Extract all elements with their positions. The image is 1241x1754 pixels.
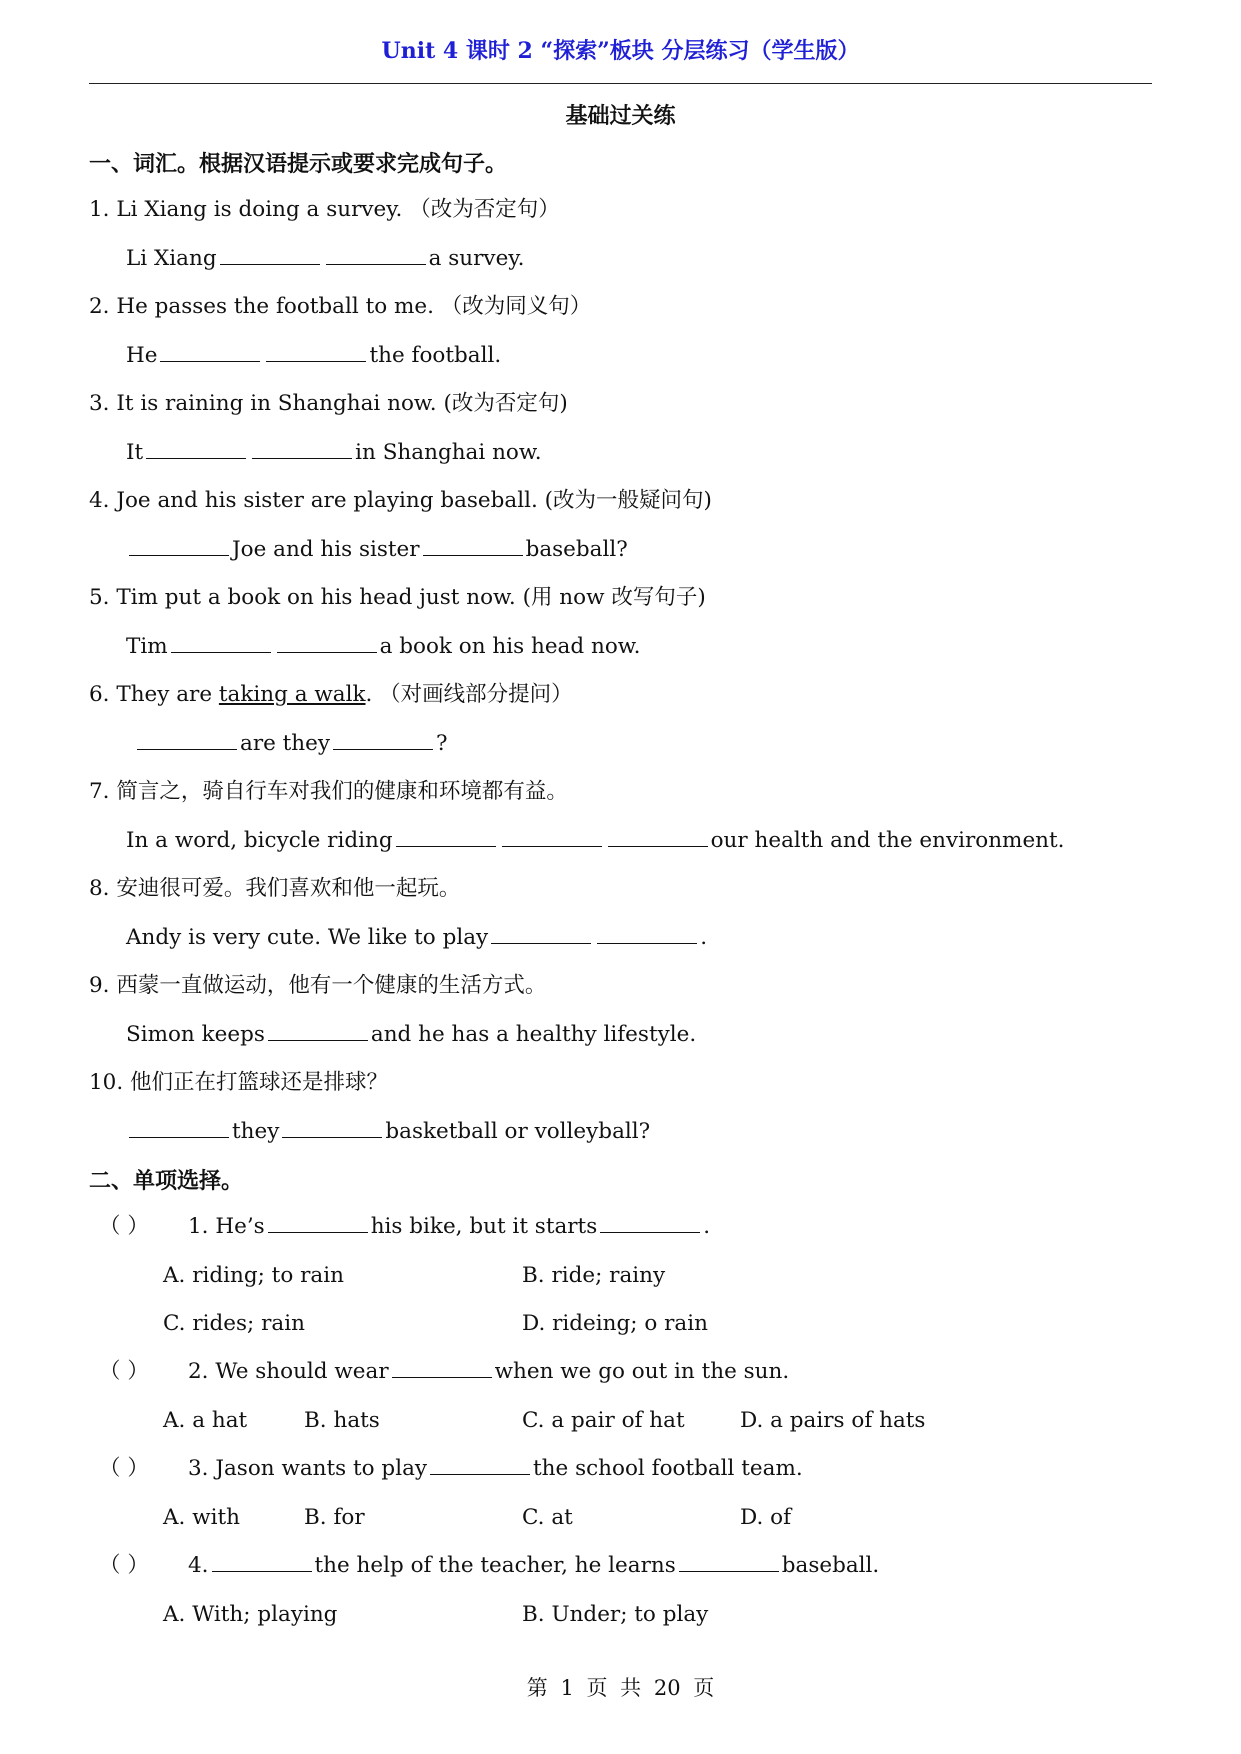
page-header-title: Unit 4 课时 2 “探索”板块 分层练习（学生版）: [381, 38, 860, 64]
choice4-question: 4. the help of the teacher, he learns baseball.: [188, 1553, 880, 1578]
q8-answer-line: Andy is very cute. We like to play .: [126, 925, 708, 950]
choice1-question: 1. He’s his bike, but it starts .: [188, 1214, 711, 1239]
choice3-option-c[interactable]: C. at: [522, 1505, 573, 1530]
blank[interactable]: [502, 827, 602, 847]
choice3-option-b[interactable]: B. for: [304, 1505, 365, 1530]
blank[interactable]: [333, 730, 433, 750]
q5-prompt: 5. Tim put a book on his head just now. (用 now 改写句子): [89, 585, 706, 610]
q4-answer-line: Joe and his sister baseball?: [126, 536, 628, 564]
q4-prompt: 4. Joe and his sister are playing baseball. (改为一般疑问句): [89, 488, 712, 513]
q2-prompt: 2. He passes the football to me. （改为同义句）: [89, 294, 592, 319]
part2-heading: 二、单项选择。: [89, 1168, 244, 1194]
choice4-option-a[interactable]: A. With; playing: [163, 1602, 338, 1627]
choice3-option-d[interactable]: D. of: [740, 1505, 792, 1530]
blank[interactable]: [423, 536, 523, 556]
q7-prompt: 7. 简言之，骑自行车对我们的健康和环境都有益。: [89, 779, 568, 804]
q2-answer-line: He the football.: [126, 343, 502, 368]
blank[interactable]: [430, 1455, 530, 1475]
choice2-option-d[interactable]: D. a pairs of hats: [740, 1408, 926, 1433]
choice1-option-b[interactable]: B. ride; rainy: [522, 1263, 666, 1288]
blank[interactable]: [129, 536, 229, 556]
blank[interactable]: [392, 1358, 492, 1378]
q7-answer-line: In a word, bicycle riding our health and the environment.: [126, 828, 1065, 853]
blank[interactable]: [220, 245, 320, 265]
blank[interactable]: [608, 827, 708, 847]
blank[interactable]: [268, 1213, 368, 1233]
blank[interactable]: [146, 439, 246, 459]
blank[interactable]: [266, 342, 366, 362]
blank[interactable]: [277, 633, 377, 653]
section-title: 基础过关练: [565, 103, 676, 129]
choice2-option-c[interactable]: C. a pair of hat: [522, 1408, 685, 1433]
choice1-option-c[interactable]: C. rides; rain: [163, 1311, 305, 1336]
choice1-option-d[interactable]: D. rideing; o rain: [522, 1311, 708, 1336]
blank[interactable]: [600, 1213, 700, 1233]
choice2-option-b[interactable]: B. hats: [304, 1408, 380, 1433]
choice2-option-a[interactable]: A. a hat: [163, 1408, 248, 1433]
blank[interactable]: [679, 1552, 779, 1572]
choice3-question: 3. Jason wants to play the school football team.: [188, 1456, 803, 1481]
blank[interactable]: [171, 633, 271, 653]
header-divider: [89, 83, 1152, 84]
q8-prompt: 8. 安迪很可爱。我们喜欢和他一起玩。: [89, 876, 461, 901]
underlined-phrase: taking a walk: [218, 682, 366, 707]
blank[interactable]: [268, 1021, 368, 1041]
answer-parenthesis[interactable]: （ ）: [99, 1214, 149, 1239]
blank[interactable]: [396, 827, 496, 847]
q10-prompt: 10. 他们正在打篮球还是排球？: [89, 1070, 389, 1095]
blank[interactable]: [137, 730, 237, 750]
part1-heading: 一、词汇。根据汉语提示或要求完成句子。: [89, 151, 508, 177]
q3-prompt: 3. It is raining in Shanghai now. (改为否定句): [89, 391, 568, 416]
answer-parenthesis[interactable]: （ ）: [99, 1359, 149, 1384]
choice4-option-b[interactable]: B. Under; to play: [522, 1602, 709, 1627]
choice2-question: 2. We should wear when we go out in the sun.: [188, 1359, 790, 1384]
blank[interactable]: [491, 924, 591, 944]
page-number-footer: 第 1 页 共 20 页: [526, 1676, 715, 1700]
answer-parenthesis[interactable]: （ ）: [99, 1456, 149, 1481]
q6-answer-line: are they ?: [134, 730, 448, 758]
q1-prompt: 1. Li Xiang is doing a survey. （改为否定句）: [89, 197, 560, 222]
blank[interactable]: [160, 342, 260, 362]
q1-answer-line: Li Xiang a survey.: [126, 246, 525, 271]
choice3-option-a[interactable]: A. with: [163, 1505, 240, 1530]
q9-prompt: 9. 西蒙一直做运动，他有一个健康的生活方式。: [89, 973, 547, 998]
blank[interactable]: [597, 924, 697, 944]
q9-answer-line: Simon keeps and he has a healthy lifestyle.: [126, 1022, 697, 1047]
q3-answer-line: It in Shanghai now.: [126, 440, 542, 465]
blank[interactable]: [212, 1552, 312, 1572]
answer-parenthesis[interactable]: （ ）: [99, 1553, 149, 1578]
blank[interactable]: [252, 439, 352, 459]
blank[interactable]: [129, 1118, 229, 1138]
blank[interactable]: [326, 245, 426, 265]
q6-prompt: 6. They are taking a walk. （对画线部分提问）: [89, 682, 573, 707]
q5-answer-line: Tim a book on his head now.: [126, 634, 641, 659]
choice1-option-a[interactable]: A. riding; to rain: [163, 1263, 344, 1288]
q10-answer-line: they basketball or volleyball?: [126, 1118, 650, 1146]
blank[interactable]: [282, 1118, 382, 1138]
